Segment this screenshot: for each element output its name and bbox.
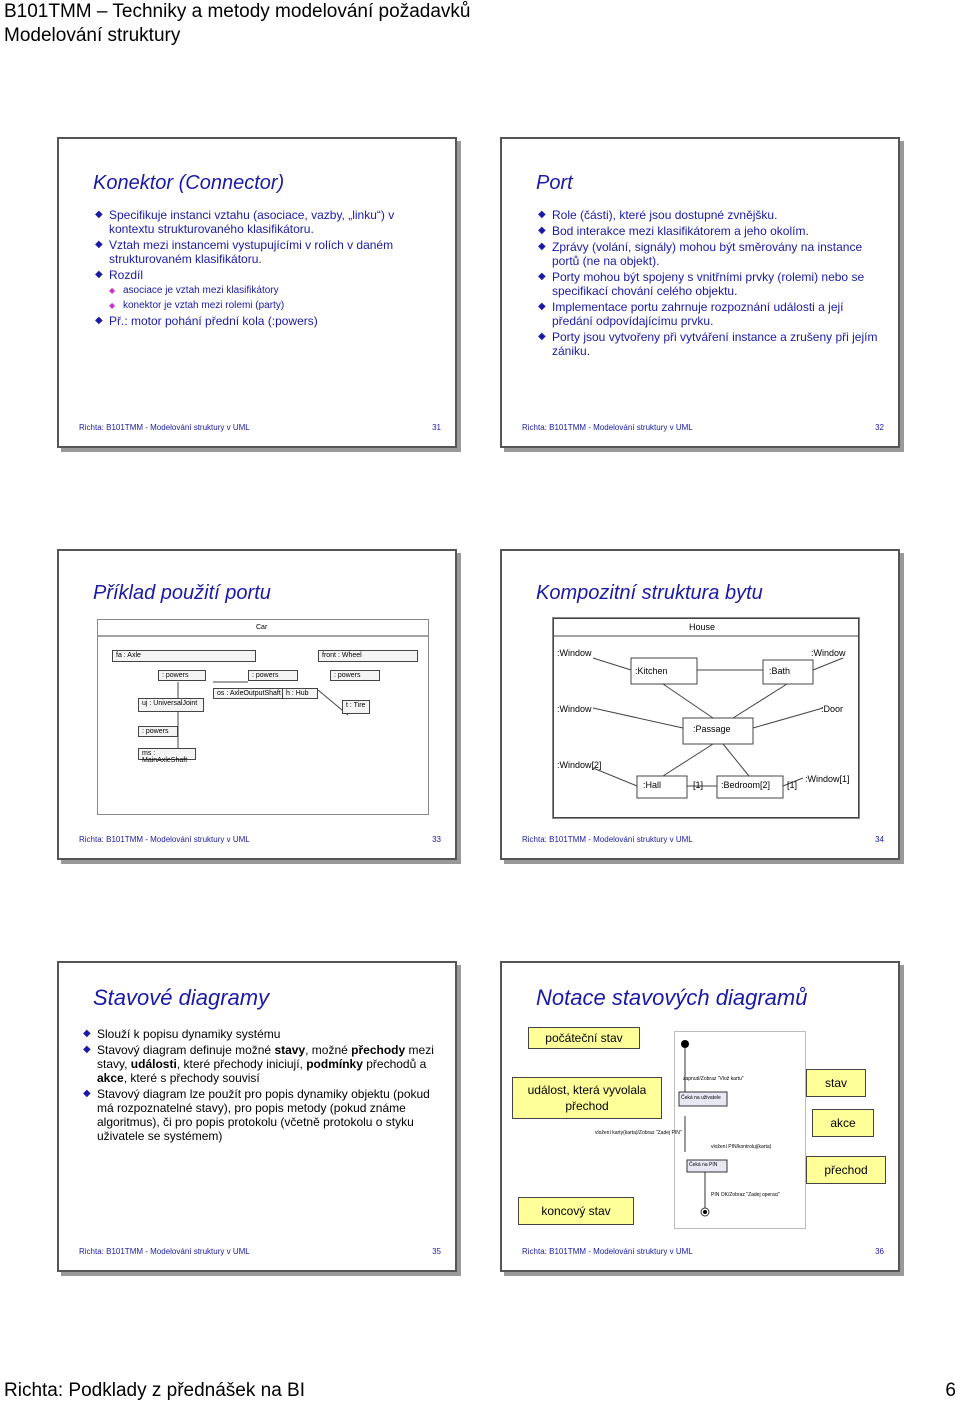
footer-text: Richta: B101TMM - Modelování struktury v UML <box>79 835 250 844</box>
slide-36 <box>500 961 900 1272</box>
part-os: os : AxleOutputShaft <box>213 688 285 699</box>
part-bedroom: :Bedroom[2] <box>721 780 771 790</box>
document-header <box>4 0 470 48</box>
footer-text: Richta: B101TMM - Modelování struktury v UML <box>79 423 250 432</box>
transition-label: PIN OK/Zobraz "Zadej operaci" <box>711 1192 781 1198</box>
part-hall: :Hall <box>643 780 662 790</box>
term-podminky: podmínky <box>306 1057 363 1071</box>
bullet: ◆ Stavový diagram lze použít pro popis dynamiky objektu (pokud má rozpoznatelné stavy), pro popis metody (pokud známe algoritmus), či pro popis protokolu (včetně protokolu o styku uživatele se systémem) <box>83 1087 445 1143</box>
bullet-list <box>83 1027 445 1145</box>
bullet: ◆ Rozdíl <box>95 268 435 282</box>
slide-34 <box>500 549 900 860</box>
slide-32 <box>500 137 900 448</box>
port-powers: : powers <box>138 726 178 737</box>
part-kitchen: :Kitchen <box>635 666 668 676</box>
term-akce: akce <box>97 1071 124 1085</box>
callout-state: stav <box>806 1069 866 1097</box>
bullet: ◆ Slouží k popisu dynamiky systému <box>83 1027 445 1041</box>
bullet: ◆ Př.: motor pohání přední kola (:powers) <box>95 314 435 328</box>
bullet: ◆ Porty jsou vytvořeny při vytváření instance a zrušeny při jejím zániku. <box>538 330 878 358</box>
term-prechody: přechody <box>351 1043 406 1057</box>
slide-title: Stavové diagramy <box>93 985 270 1010</box>
slide-31 <box>57 137 457 448</box>
house-diagram <box>552 617 860 819</box>
class-car: Car <box>256 624 268 631</box>
slide-number: 31 <box>432 423 441 432</box>
term-udalosti: události <box>130 1057 177 1071</box>
slide-number: 32 <box>875 423 884 432</box>
part-bath: :Bath <box>769 666 791 676</box>
page-footer: Richta: Podklady z přednášek na BI <box>4 1380 306 1401</box>
slide-footer <box>79 835 441 844</box>
text: mezi stavy, <box>97 1043 434 1071</box>
header-line-1: B101TMM – Techniky a metody modelování požadavků <box>4 1 471 22</box>
footer-text: Richta: B101TMM - Modelování struktury v UML <box>79 1247 250 1256</box>
bullet-list <box>538 208 878 360</box>
bullet: ◆ Bod interakce mezi klasifikátorem a jeho okolím. <box>538 224 878 238</box>
slide-footer <box>79 423 441 432</box>
multiplicity: [1] <box>693 780 704 790</box>
part-h: h : Hub <box>282 688 318 699</box>
page-number: 6 <box>945 1380 956 1401</box>
callout-final-state: koncový stav <box>518 1197 634 1225</box>
slide-title: Konektor (Connector) <box>93 172 285 194</box>
part-window: :Window[1] <box>805 774 850 784</box>
transition-label: vložení PIN/kontroluj(karta) <box>711 1144 772 1150</box>
slide-number: 34 <box>875 835 884 844</box>
state-diagram <box>595 1031 806 1229</box>
part-passage: :Passage <box>693 724 731 734</box>
part-fa: fa : Axle <box>112 650 256 662</box>
state-label: Čeká na uživatele <box>681 1095 721 1101</box>
callout-action: akce <box>812 1109 874 1137</box>
part-window: :Window <box>811 648 846 658</box>
bullet: ◆ Vztah mezi instancemi vystupujícími v rolích v daném strukturovaném klasifikátoru. <box>95 238 435 266</box>
state-label: Čeká na PIN <box>689 1162 718 1168</box>
bullet: ◆ Role (části), které jsou dostupné zvnějšku. <box>538 208 878 222</box>
part-window: :Window[2] <box>557 760 602 770</box>
sub-bullet: ◆ asociace je vztah mezi klasifikátory <box>95 284 435 297</box>
footer-text: Richta: B101TMM - Modelování struktury v UML <box>522 423 693 432</box>
text: , možné <box>305 1043 352 1057</box>
bullet-list <box>95 208 435 330</box>
transition-label: vložení karty(karta)/Zobraz "Zadej PIN" <box>595 1130 682 1136</box>
slide-title: Příklad použití portu <box>93 582 271 604</box>
part-window: :Window <box>557 648 592 658</box>
port-powers: : powers <box>158 670 206 681</box>
bullet <box>83 1043 445 1085</box>
slide-title: Kompozitní struktura bytu <box>536 582 763 604</box>
part-uj: uj : UniversalJoint <box>138 698 204 712</box>
slide-number: 36 <box>875 1247 884 1256</box>
slide-title: Port <box>536 172 573 194</box>
transition-label: zapnutí/Zobraz "Vlož kartu" <box>683 1076 744 1082</box>
callout-event: událost, která vyvolala přechod <box>512 1077 662 1119</box>
callout-transition: přechod <box>806 1156 886 1184</box>
slide-number: 35 <box>432 1247 441 1256</box>
part-front: front : Wheel <box>318 650 418 662</box>
part-t: t : Tire <box>342 700 370 714</box>
sub-bullet: ◆ konektor je vztah mezi rolemi (party) <box>95 299 435 312</box>
part-window: :Window <box>557 704 592 714</box>
port-diagram <box>97 619 429 815</box>
multiplicity: [1] <box>787 780 798 790</box>
class-house: House <box>689 622 716 632</box>
slide-number: 33 <box>432 835 441 844</box>
slide-footer <box>522 423 884 432</box>
text: , které s přechody souvisí <box>123 1071 260 1085</box>
diagram-lines <box>675 1032 805 1228</box>
term-stavy: stavy <box>274 1043 306 1057</box>
text: , které přechody iniciují, <box>176 1057 307 1071</box>
bullet: ◆ Implementace portu zahrnuje rozpoznání události a její předání odpovídajícímu prvku. <box>538 300 878 328</box>
bullet: ◆ Porty mohou být spojeny s vnitřními prvky (rolemi) nebo se specifikací chování celého objektu. <box>538 270 878 298</box>
bullet: ◆ Zprávy (volání, signály) mohou být směrovány na instance portů (ne na objekt). <box>538 240 878 268</box>
bullet: ◆ Specifikuje instanci vztahu (asociace, vazby, „linku“) v kontextu strukturovaného klasifikátoru. <box>95 208 435 236</box>
footer-text: Richta: B101TMM - Modelování struktury v UML <box>522 1247 693 1256</box>
slide-footer <box>522 835 884 844</box>
callout-initial-state: počáteční stav <box>528 1027 640 1049</box>
footer-text: Richta: B101TMM - Modelování struktury v UML <box>522 835 693 844</box>
header-line-2: Modelování struktury <box>4 25 181 46</box>
part-ms: ms : MainAxleShaft <box>138 748 196 760</box>
slide-35 <box>57 961 457 1272</box>
port-powers: : powers <box>330 670 380 681</box>
slide-33 <box>57 549 457 860</box>
part-door: :Door <box>821 704 844 714</box>
text: Stavový diagram definuje možné <box>97 1043 275 1057</box>
port-powers: : powers <box>248 670 298 681</box>
slide-footer <box>522 1247 884 1256</box>
slide-title: Notace stavových diagramů <box>536 985 808 1010</box>
slide-footer <box>79 1247 441 1256</box>
text: přechodů a <box>362 1057 427 1071</box>
